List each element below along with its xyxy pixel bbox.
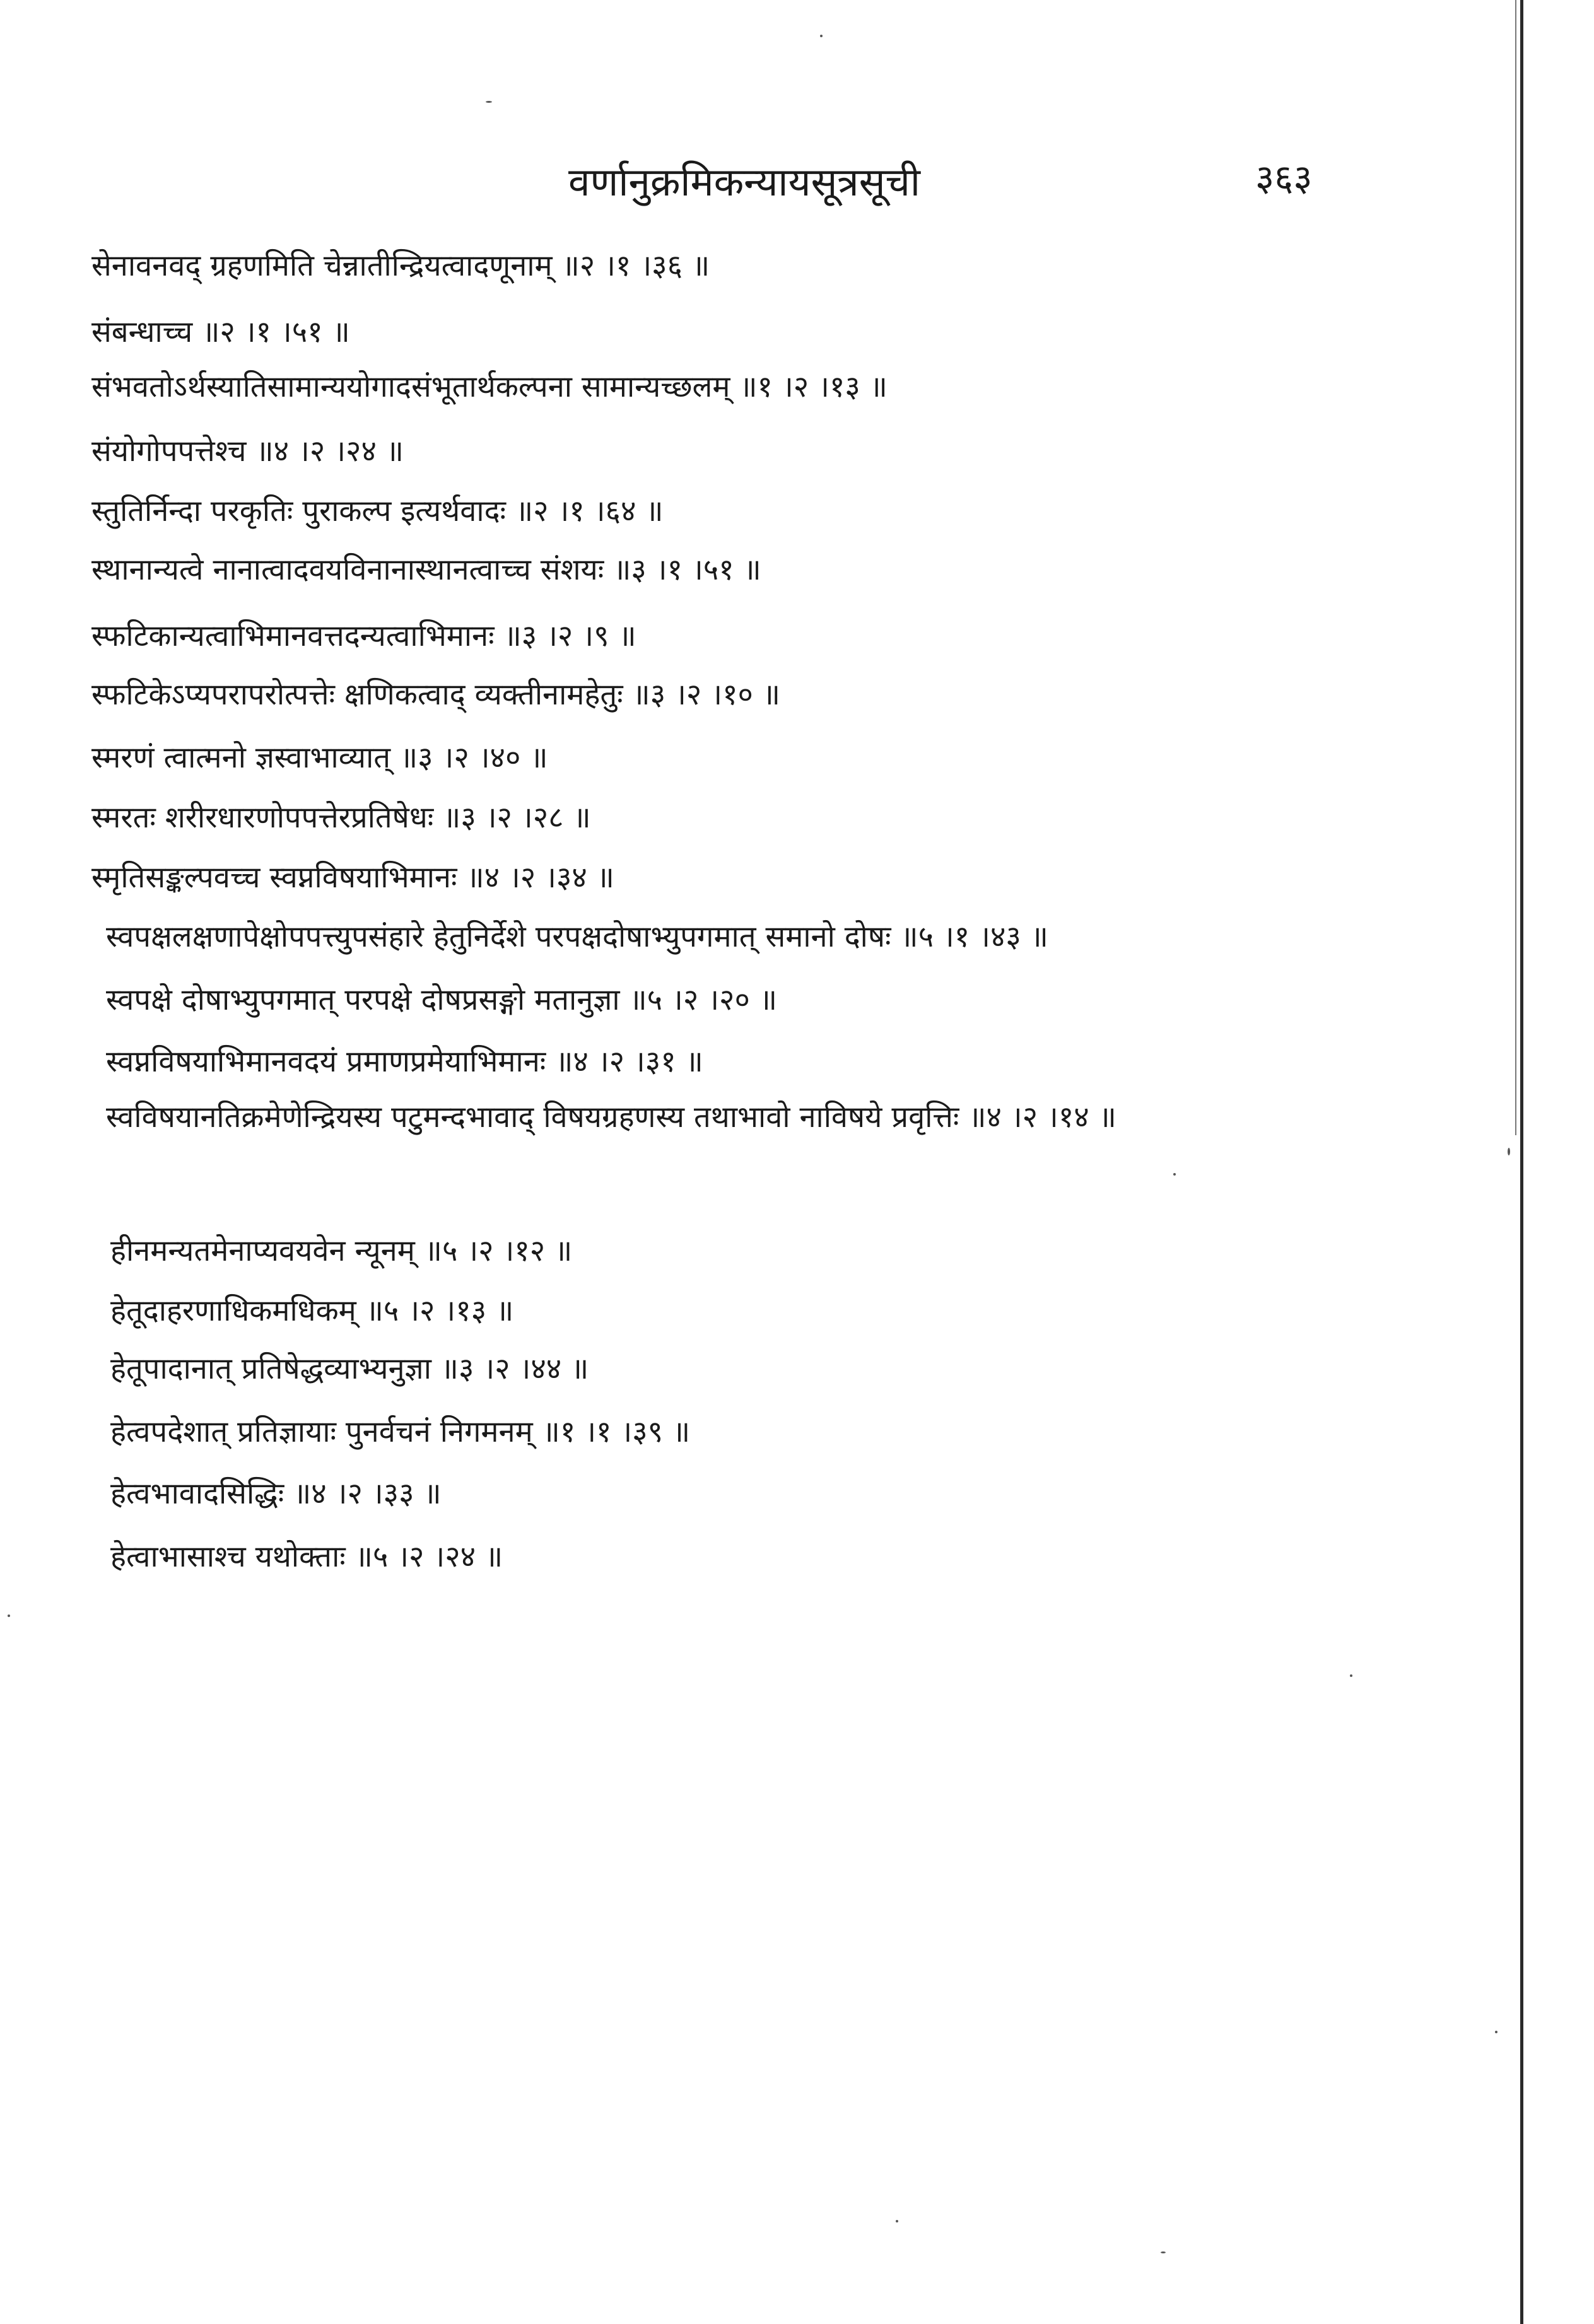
- scan-speck: [820, 35, 823, 37]
- sutra-entry: स्वपक्षलक्षणापेक्षोपपत्त्युपसंहारे हेतुनिर्देशे परपक्षदोषाभ्युपगमात् समानो दोषः ॥५ ।१ ।४३ ॥: [106, 920, 1048, 954]
- sutra-entry: स्तुतिर्निन्दा परकृतिः पुराकल्प इत्यर्थवादः ॥२ ।१ ।६४ ॥: [91, 494, 664, 528]
- sutra-entry: हेतूदाहरणाधिकमधिकम् ॥५ ।२ ।१३ ॥: [110, 1293, 514, 1328]
- sutra-entry: स्मरणं त्वात्मनो ज्ञस्वाभाव्यात् ॥३ ।२ ।४० ॥: [91, 740, 548, 775]
- sutra-entry: स्वपक्षे दोषाभ्युपगमात् परपक्षे दोषप्रसङ्गो मतानुज्ञा ॥५ ।२ ।२० ॥: [106, 983, 778, 1017]
- sutra-entry: संबन्धाच्च ॥२ ।१ ।५१ ॥: [91, 315, 350, 349]
- sutra-entry: स्मरतः शरीरधारणोपपत्तेरप्रतिषेधः ॥३ ।२ ।२८ ॥: [91, 800, 591, 835]
- sutra-entry: सेनावनवद् ग्रहणमिति चेन्नातीन्द्रियत्वादणूनाम् ॥२ ।१ ।३६ ॥: [91, 248, 710, 283]
- scan-edge-line: [1520, 0, 1523, 2324]
- scan-speck: [1161, 2251, 1166, 2253]
- scan-speck: [8, 1615, 10, 1617]
- scan-speck: [1508, 1148, 1510, 1155]
- sutra-entry: स्फटिकेऽप्यपरापरोत्पत्तेः क्षणिकत्वाद् व्यक्तीनामहेतुः ॥३ ।२ ।१० ॥: [91, 677, 781, 712]
- sutra-entry: स्थानान्यत्वे नानात्वादवयविनानास्थानत्वाच्च संशयः ॥३ ।१ ।५१ ॥: [91, 552, 761, 587]
- running-title: वर्णानुक्रमिकन्यायसूत्रसूची: [568, 159, 920, 205]
- scan-edge-line-inner: [1515, 0, 1516, 1135]
- sutra-entry: हेत्वपदेशात् प्रतिज्ञायाः पुनर्वचनं निगमनम् ॥१ ।१ ।३९ ॥: [110, 1415, 691, 1449]
- page-number: ३६३: [1255, 156, 1313, 199]
- sutra-entry: हीनमन्यतमेनाप्यवयवेन न्यूनम् ॥५ ।२ ।१२ ॥: [110, 1234, 573, 1268]
- scan-speck: [896, 2220, 898, 2222]
- sutra-entry: हेतूपादानात् प्रतिषेद्धव्याभ्यनुज्ञा ॥३ ।२ ।४४ ॥: [110, 1352, 589, 1386]
- sutra-entry: स्फटिकान्यत्वाभिमानवत्तदन्यत्वाभिमानः ॥३ ।२ ।९ ॥: [91, 619, 636, 653]
- sutra-entry: स्वविषयानतिक्रमेणेन्द्रियस्य पटुमन्दभावाद् विषयग्रहणस्य तथाभावो नाविषये प्रवृत्तिः ॥४ ।२ ।१४ ॥: [106, 1100, 1116, 1135]
- sutra-entry: संभवतोऽर्थस्यातिसामान्ययोगादसंभूतार्थकल्पना सामान्यच्छलम् ॥१ ।२ ।१३ ॥: [91, 370, 888, 404]
- scan-speck: [1495, 2031, 1497, 2033]
- scan-speck: [1173, 1173, 1176, 1176]
- sutra-entry: स्मृतिसङ्कल्पवच्च स्वप्नविषयाभिमानः ॥४ ।२ ।३४ ॥: [91, 860, 614, 895]
- sutra-entry: हेत्वाभासाश्च यथोक्ताः ॥५ ।२ ।२४ ॥: [110, 1539, 503, 1574]
- sutra-entry: स्वप्नविषयाभिमानवदयं प्रमाणप्रमेयाभिमानः ॥४ ।२ ।३१ ॥: [106, 1044, 703, 1079]
- scan-speck: [1350, 1674, 1352, 1677]
- sutra-entry: संयोगोपपत्तेश्च ॥४ ।२ ।२४ ॥: [91, 434, 404, 469]
- sutra-entry: हेत्वभावादसिद्धिः ॥४ ।२ ।३३ ॥: [110, 1476, 442, 1511]
- scan-speck: [486, 101, 492, 103]
